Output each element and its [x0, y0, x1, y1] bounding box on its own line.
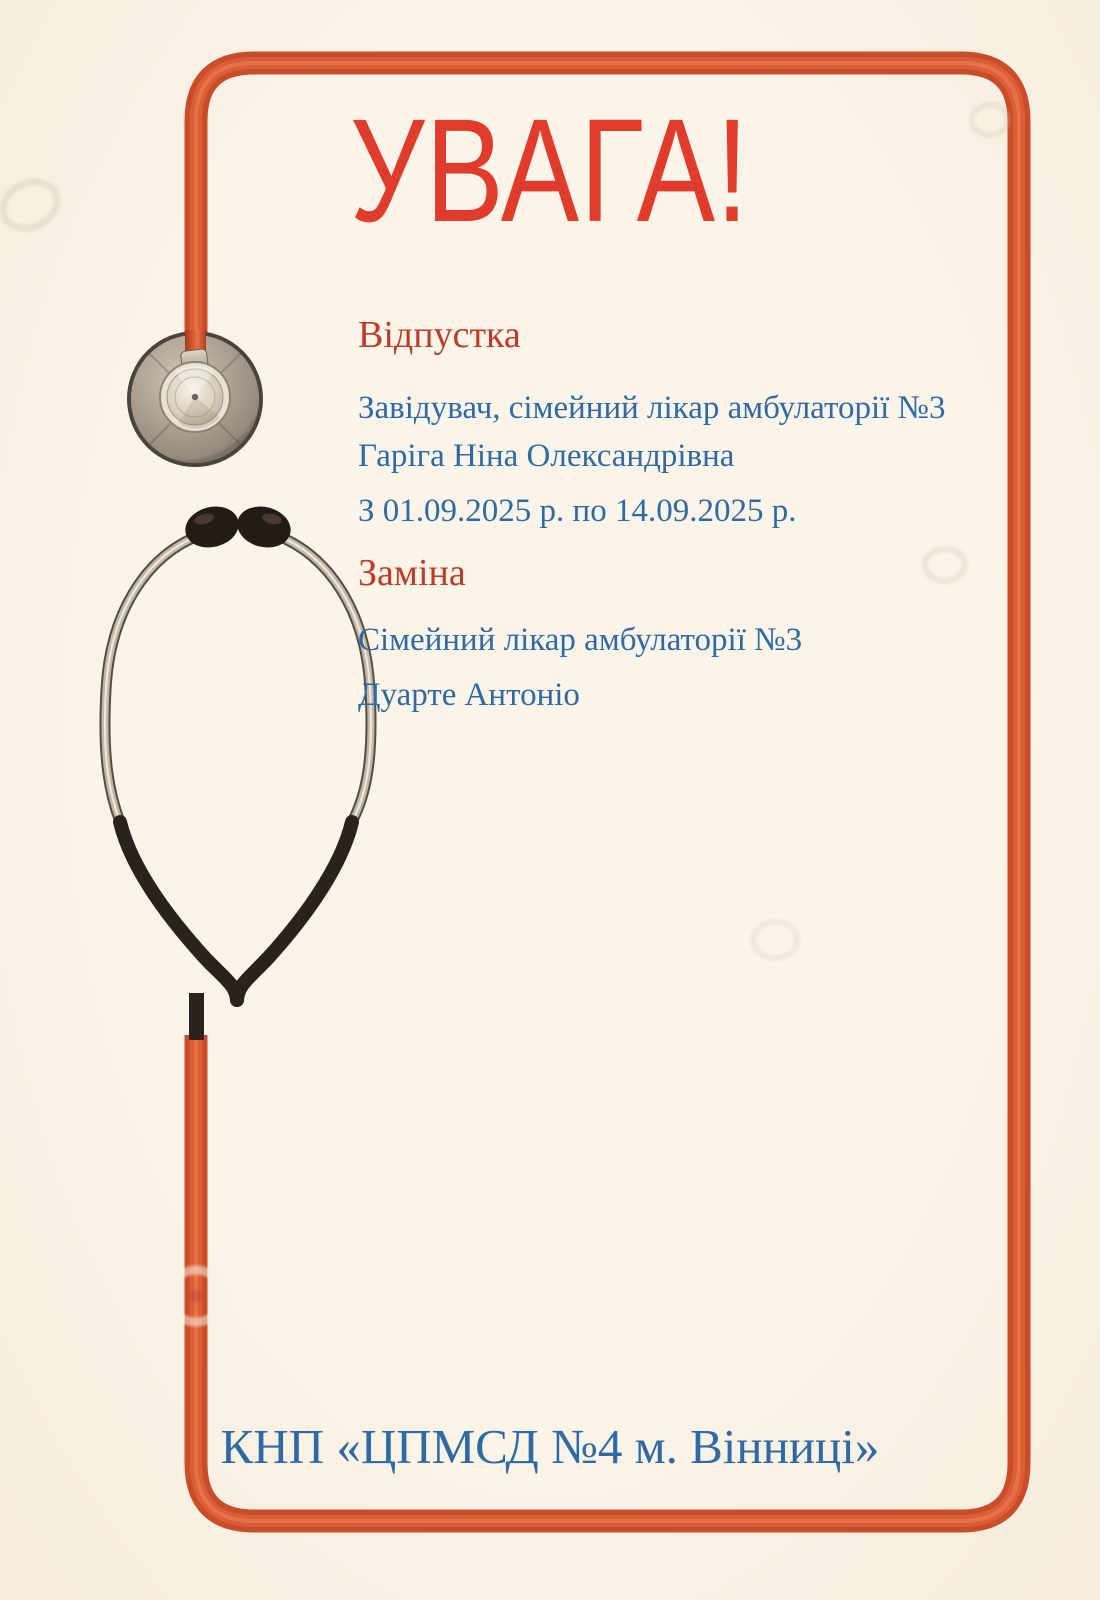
section-heading-vacation: Відпустка: [358, 314, 521, 356]
rubber-y-tube: [120, 822, 352, 1040]
section-heading-replacement: Заміна: [358, 552, 466, 594]
replacement-position-line: Сімейний лікар амбулаторії №3: [358, 622, 803, 658]
binaural-metal-tubes: [105, 535, 371, 822]
poster-title-row: [0, 89, 1100, 253]
footer-org-name: КНП «ЦПМСД №4 м. Вінниці»: [220, 1419, 880, 1474]
stethoscope-chestpiece: [129, 330, 261, 465]
stethoscope-headset: [105, 501, 371, 1040]
poster-title: УВАГА!: [350, 89, 750, 253]
stethoscope-tube-frame: [196, 63, 1019, 1521]
replacement-doctor-name: Дуарте Антоніо: [358, 677, 580, 713]
vacation-doctor-name: Гаріга Ніна Олександрівна: [358, 438, 735, 474]
footer-row: [0, 1419, 1100, 1474]
vacation-dates: З 01.09.2025 р. по 14.09.2025 р.: [358, 493, 797, 529]
watermark-marks: [0, 105, 1008, 1322]
vacation-position-line: Завідувач, сімейний лікар амбулаторії №3: [358, 390, 946, 426]
earpiece-icons: [181, 501, 295, 553]
